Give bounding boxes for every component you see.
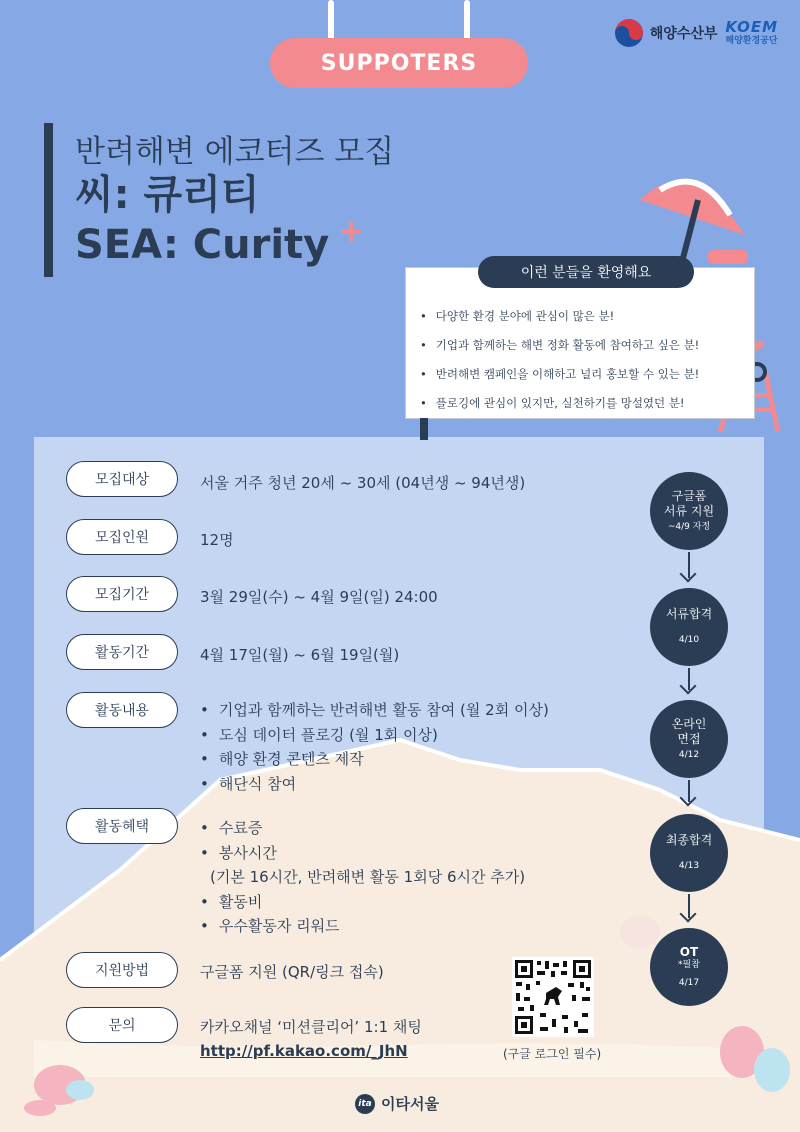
value-count: 12명 [200,531,234,549]
label-count: 모집인원 [66,519,178,555]
step-date: ~4/9 자정 [667,521,711,532]
content-item: • 도심 데이터 플로깅 (월 1회 이상) [200,724,549,749]
label-contact: 문의 [66,1007,178,1043]
welcome-item: • 다양한 환경 분야에 관심이 많은 분! [420,302,699,331]
beach-umbrella-illustration [640,181,745,262]
step-date: 4/10 [678,634,700,645]
qr-note: (구글 로그인 필수) [503,1047,602,1061]
ita-seoul-icon: ita [355,1094,375,1114]
koem-logo [725,20,778,46]
welcome-sign [405,267,755,419]
timeline-arrow [688,780,690,802]
value-apply: 구글폼 지원 (QR/링크 접속) [200,963,384,981]
title-accent-bar [44,123,53,277]
sign-post [420,418,428,440]
value-period: 3월 29일(수) ~ 4월 9일(일) 24:00 [200,588,438,606]
benefit-item: • 우수활동자 리워드 [200,915,525,940]
step-final-pass [650,814,728,892]
step-date: 4/13 [678,860,700,871]
timeline-arrow [688,894,690,918]
footer-org-name: 이타서울 [381,1095,439,1113]
title-subtitle: 반려해변 에코터즈 모집 [75,134,395,170]
step-ot [650,928,728,1006]
taegeuk-icon [614,18,644,48]
step-title: 서류합격 [665,607,713,622]
title-plus-mark: + [338,212,365,250]
koem-en: KOEM [725,18,778,36]
qr-code[interactable] [512,957,594,1037]
partner-logos [614,18,778,48]
value-target: 서울 거주 청년 20세 ~ 30세 (04년생 ~ 94년생) [200,474,526,492]
ministry-logo [614,18,718,48]
supporters-badge: SUPPOTERS [270,38,528,88]
value-contact: 카카오채널 ‘미션클리어’ 1:1 채팅 [200,1018,422,1036]
content-item: • 기업과 함께하는 반려해변 활동 참여 (월 2회 이상) [200,699,549,724]
step-date: 4/17 [678,977,700,988]
welcome-item: • 플로깅에 관심이 있지만, 실천하기를 망설였던 분! [420,389,699,418]
step-document-pass [650,588,728,666]
content-item: • 해양 환경 콘텐츠 제작 [200,748,549,773]
timeline-arrow [688,668,690,690]
title-english: SEA: Curity [75,222,330,268]
step-title: 온라인 면접 [671,716,707,747]
step-title: OT [679,944,699,959]
content-item: • 해단식 참여 [200,773,549,798]
ministry-name: 해양수산부 [649,26,718,42]
benefit-item-detail: (기본 16시간, 반려해변 활동 1회당 6시간 추가) [210,868,526,886]
step-date: 4/12 [678,749,700,760]
step-document-apply [650,472,728,550]
label-target: 모집대상 [66,461,178,497]
welcome-heading: 이런 분들을 환영해요 [478,256,694,288]
label-activity-period: 활동기간 [66,634,178,670]
benefit-item: • 수료증 [200,817,525,842]
contact-link[interactable]: http://pf.kakao.com/_JhN [200,1042,408,1060]
step-title: 구글폼 서류 지원 [663,488,715,519]
welcome-list [420,302,699,418]
benefits-list [200,817,525,940]
benefit-item: • 활동비 [200,891,525,916]
label-benefits: 활동혜택 [66,808,178,844]
timeline-arrow [688,552,690,578]
welcome-item: • 기업과 함께하는 해변 정화 활동에 참여하고 싶은 분! [420,331,699,360]
label-content: 활동내용 [66,692,178,728]
label-period: 모집기간 [66,576,178,612]
koem-ko: 해양환경공단 [725,36,778,46]
label-apply: 지원방법 [66,952,178,988]
step-title: 최종합격 [665,833,713,848]
value-activity-period: 4월 17일(월) ~ 6월 19일(월) [200,646,400,664]
step-required: *필참 [678,960,700,971]
benefit-item: • 봉사시간 [200,842,525,867]
content-list [200,699,549,797]
title-main: 씨: 큐리티 [75,172,260,218]
footer-logo [355,1093,439,1114]
welcome-item: • 반려해변 캠페인을 이해하고 널리 홍보할 수 있는 분! [420,360,699,389]
step-online-interview [650,700,728,778]
